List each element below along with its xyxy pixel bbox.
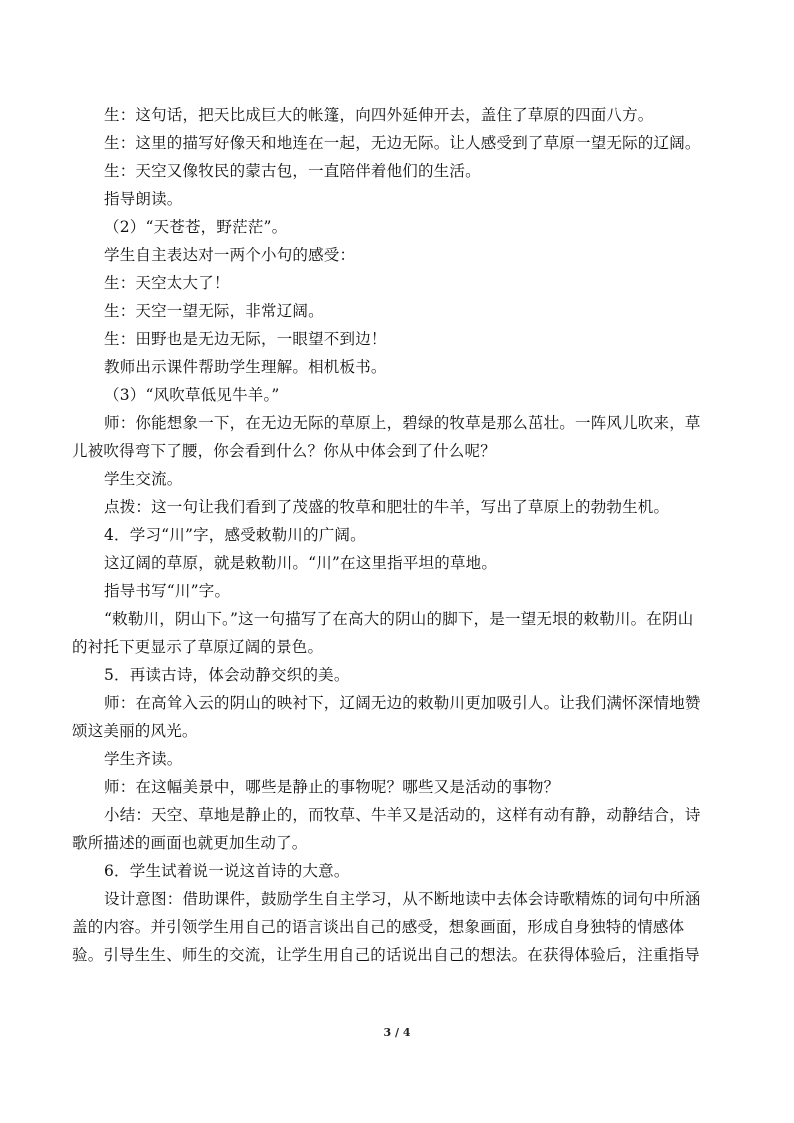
paragraph-line: 教师出示课件帮助学生理解。相机板书。 (104, 358, 387, 376)
paragraph-line: 学生齐读。 (104, 750, 183, 768)
paragraph-line: 的衬托下更显示了草原辽阔的景色。 (72, 638, 324, 656)
paragraph-line: “敕勒川，阴山下。”这一句描写了在高大的阴山的脚下，是一望无垠的敕勒川。在阴山 (104, 610, 694, 628)
paragraph-line: 指导书写“川”字。 (104, 582, 231, 600)
paragraph-line: 生：天空一望无际，非常辽阔。 (104, 302, 324, 320)
paragraph-line: 儿被吹得弯下了腰，你会看到什么？你从中体会到了什么呢？ (72, 442, 496, 460)
paragraph-line: 5．再读古诗，体会动静交织的美。 (104, 666, 350, 684)
paragraph-line: 师：你能想象一下，在无边无际的草原上，碧绿的牧草是那么茁壮。一阵风儿吹来，草 (104, 414, 701, 432)
paragraph-line: 师：在高耸入云的阴山的映衬下，辽阔无边的敕勒川更加吸引人。让我们满怀深情地赞 (104, 694, 701, 712)
paragraph-line: 这辽阔的草原，就是敕勒川。“川”在这里指平坦的草地。 (104, 554, 498, 572)
paragraph-line: 生：天空又像牧民的蒙古包，一直陪伴着他们的生活。 (104, 162, 481, 180)
paragraph-line: 学生自主表达对一两个小句的感受： (104, 246, 356, 264)
paragraph-line: 颂这美丽的风光。 (72, 722, 198, 740)
paragraph-line: 4．学习“川”字，感受敕勒川的广阔。 (104, 526, 366, 544)
paragraph-line: 盖的内容。并引领学生用自己的语言谈出自己的感受，想象画面，形成自身独特的情感体 (72, 918, 685, 936)
paragraph-line: 小结：天空、草地是静止的，而牧草、牛羊又是活动的，这样有动有静，动静结合，诗 (104, 806, 701, 824)
page-number: 3 / 4 (383, 1026, 411, 1039)
paragraph-line: 生：这句话，把天比成巨大的帐篷，向四外延伸开去，盖住了草原的四面八方。 (104, 106, 654, 124)
paragraph-line: 6．学生试着说一说这首诗的大意。 (104, 862, 350, 880)
paragraph-line: 生：田野也是无边无际，一眼望不到边！ (104, 330, 387, 348)
paragraph-line: （3）“风吹草低见牛羊。” (104, 386, 280, 404)
paragraph-line: 师：在这幅美景中，哪些是静止的事物呢？哪些又是活动的事物？ (104, 778, 560, 796)
body-text (72, 101, 710, 969)
paragraph-line: 学生交流。 (104, 470, 183, 488)
paragraph-line: 指导朗读。 (104, 190, 183, 208)
paragraph-line: 生：这里的描写好像天和地连在一起，无边无际。让人感受到了草原一望无际的辽阔。 (104, 134, 701, 152)
paragraph-line: （2）“天苍苍，野茫茫”。 (104, 218, 288, 236)
paragraph-line: 歌所描述的画面也就更加生动了。 (72, 834, 308, 852)
paragraph-line: 生：天空太大了！ (104, 274, 230, 292)
paragraph-line: 验。引导生生、师生的交流，让学生用自己的话说出自己的想法。在获得体验后，注重指导 (72, 946, 701, 964)
paragraph-line: 设计意图：借助课件，鼓励学生自主学习，从不断地读中去体会诗歌精炼的词句中所涵 (104, 890, 701, 908)
paragraph-line: 点拨：这一句让我们看到了茂盛的牧草和肥壮的牛羊，写出了草原上的勃勃生机。 (104, 498, 670, 516)
